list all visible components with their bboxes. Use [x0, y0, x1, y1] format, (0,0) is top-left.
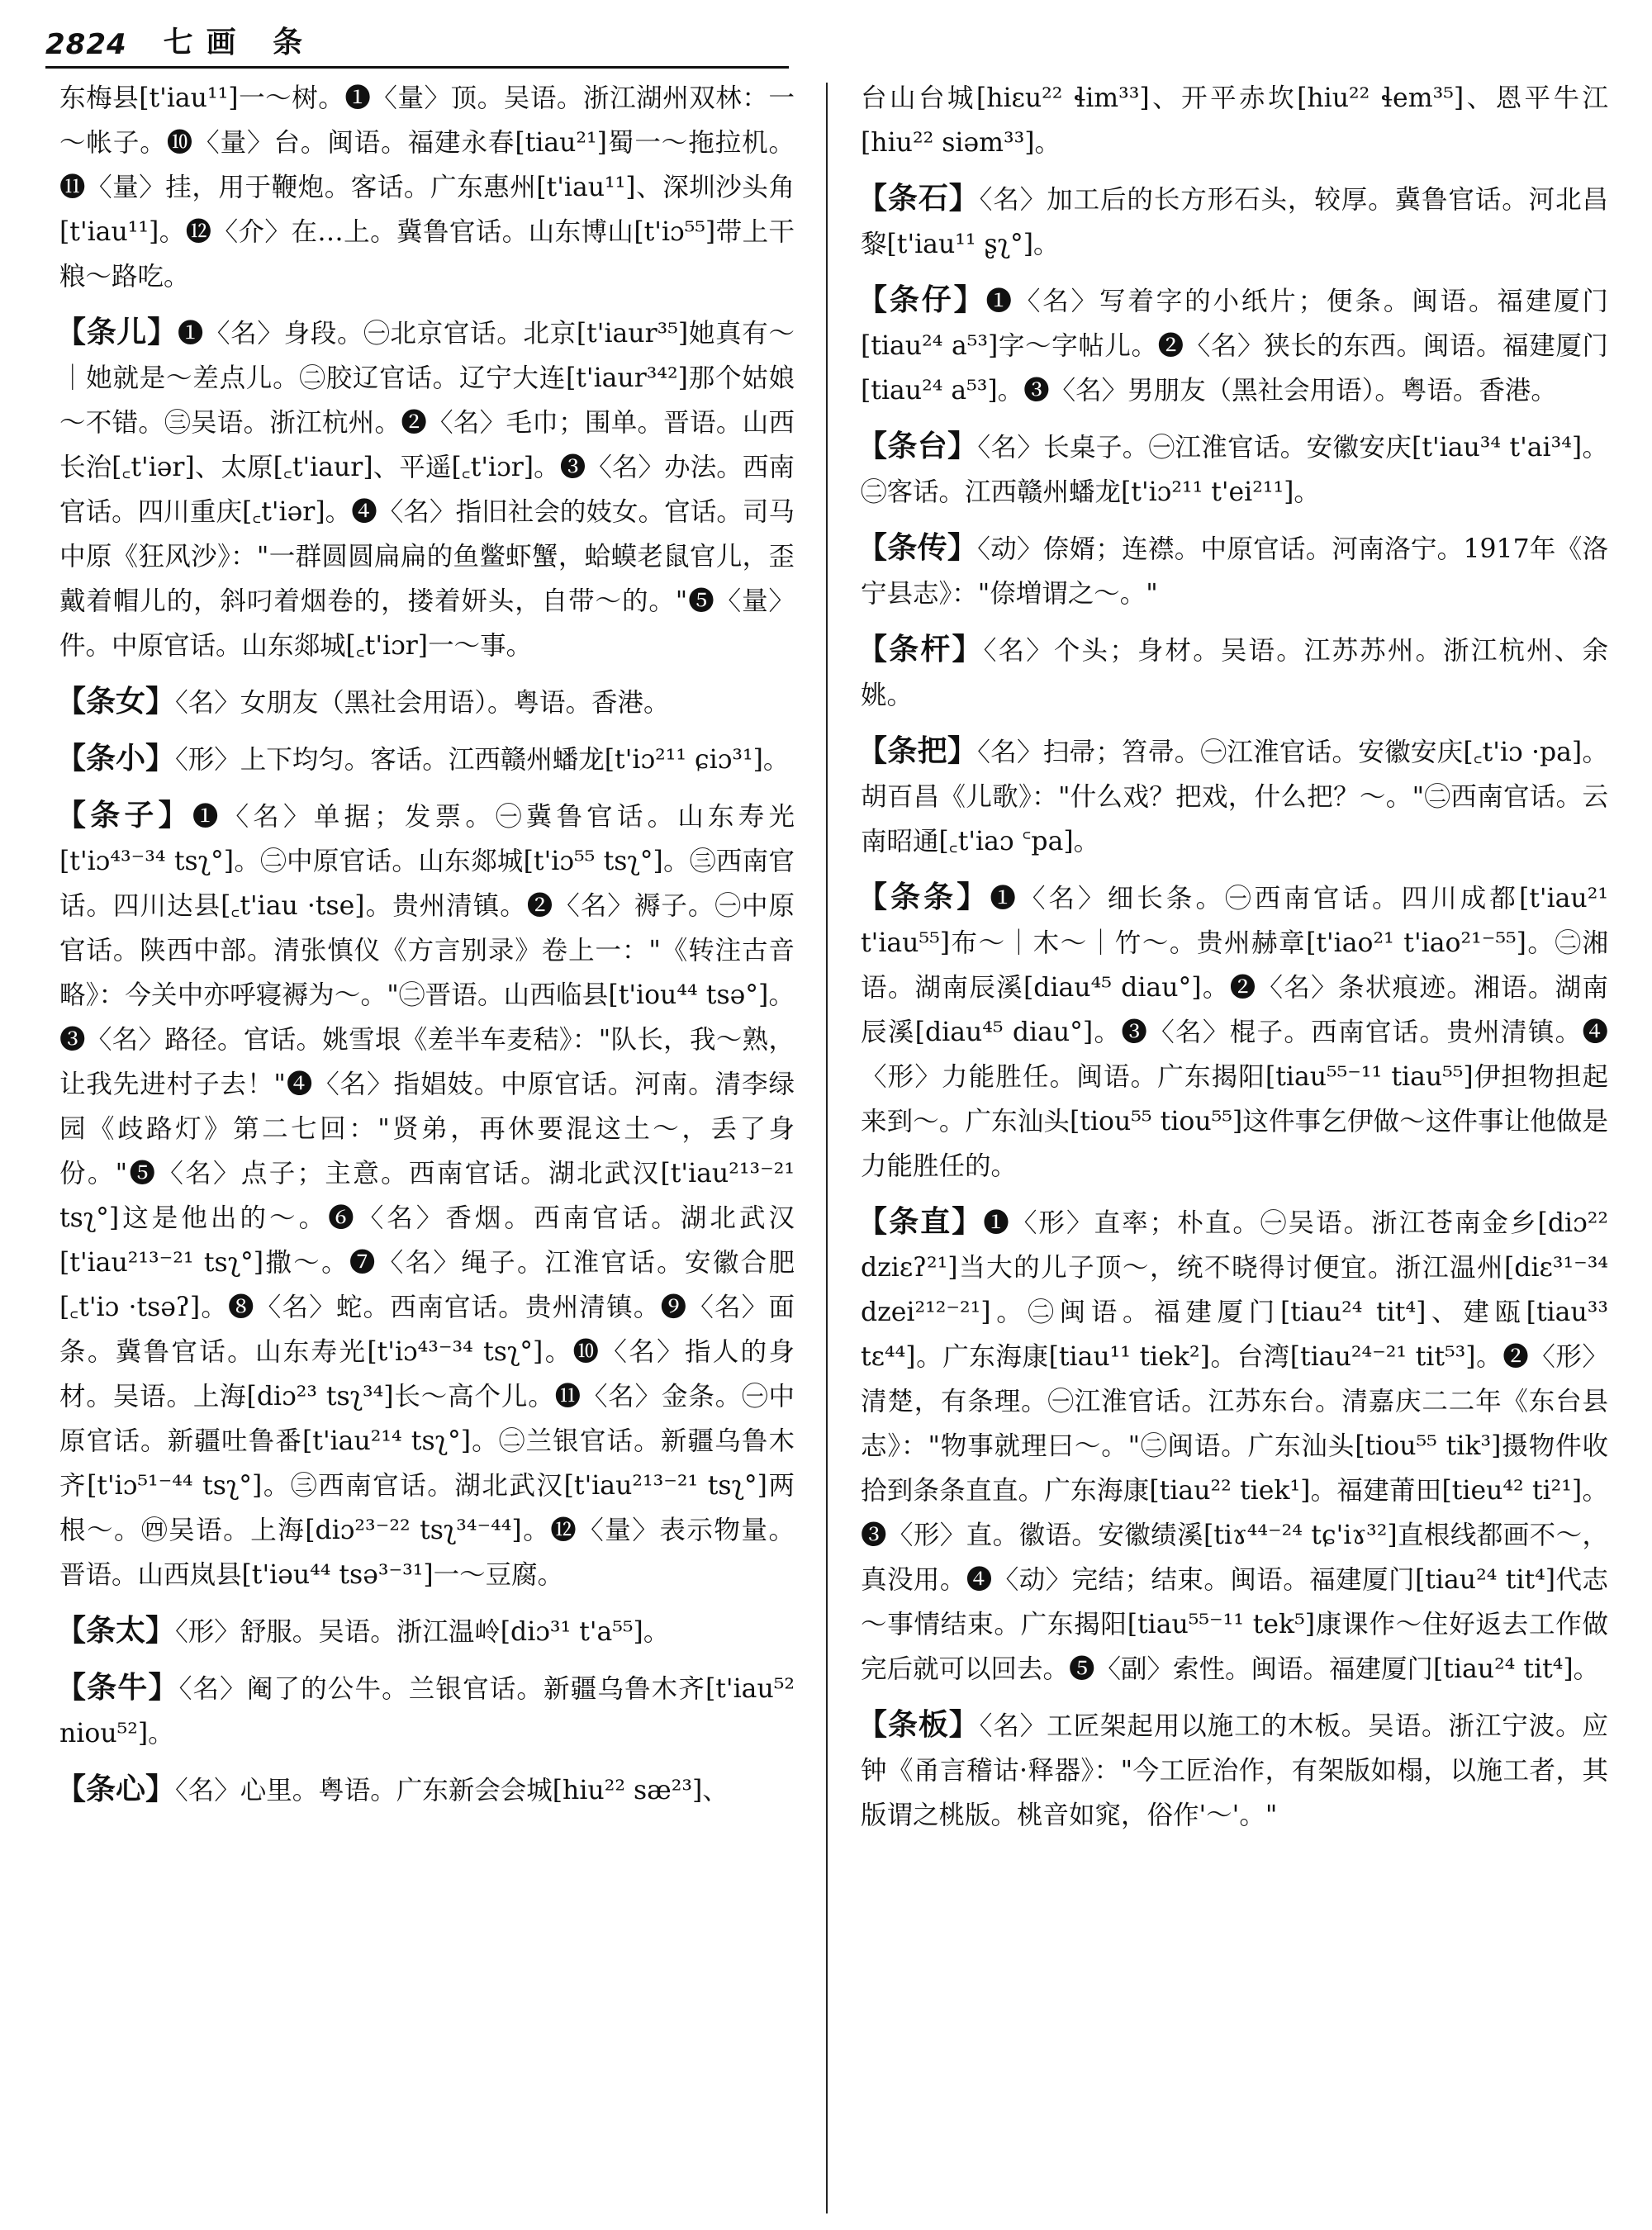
entry-definition: 〈形〉上下均匀。客话。江西赣州蟠龙[t'iɔ²¹¹ ɕiɔ³¹]。	[175, 745, 790, 775]
entry-headword: 【条子】	[56, 799, 192, 833]
entry-headword: 【条直】	[857, 1205, 984, 1239]
entry-headword: 【条把】	[857, 734, 978, 768]
entry-definition: 〈名〉女朋友（黑社会用语）。粤语。香港。	[175, 688, 670, 718]
entry-definition: 〈形〉舒服。吴语。浙江温岭[diɔ³¹ t'a⁵⁵]。	[175, 1617, 670, 1647]
dictionary-entry	[857, 1200, 1608, 1691]
entry-definition: ❶〈名〉身段。㊀北京官话。北京[t'iaur³⁵]她真有～｜她就是～差点儿。㊁胶辽官话。辽宁大连[t'iaur³⁴²]那个姑娘～不错。㊂吴语。浙江杭州。❷〈名〉毛巾；围单。晋语。山西长治[꜀t'iər]、太原[꜀t'iaur]、平遥[꜀t'iɔr]。❸〈名〉办法。西南官话。四川重庆[꜀t'iər]。❹〈名〉指旧社会的妓女。官话。司马中原《狂风沙》："一群圆圆扁扁的鱼鳖虾蟹，蛤蟆老鼠官儿，歪戴着帽儿的，斜叼着烟卷的，搂着妍头，自带～的。"❺〈量〉件。中原官话。山东郯城[꜀t'iɔr]一～事。	[59, 319, 795, 661]
dictionary-entry	[857, 278, 1608, 413]
left-column	[56, 76, 795, 1824]
dictionary-entry	[56, 1767, 795, 1813]
entry-definition: 〈名〉加工后的长方形石头，较厚。冀鲁官话。河北昌黎[t'iau¹¹ ʂʅ°]。	[861, 185, 1608, 259]
continued-entry-text: 台山台城[hiɛu²² ɬim³³]、开平赤坎[hiu²² ɬem³⁵]、恩平牛江[hiu²² siəm³³]。	[861, 83, 1608, 158]
dictionary-entry	[56, 1609, 795, 1654]
dictionary-entry	[857, 425, 1608, 515]
entry-definition: ❶〈名〉写着字的小纸片；便条。闽语。福建厦门[tiau²⁴ a⁵³]字～字帖儿。❷〈名〉狭长的东西。闽语。福建厦门[tiau²⁴ a⁵³]。❸〈名〉男朋友（黑社会用语）。粤语。香港。	[861, 287, 1608, 406]
page-header	[45, 15, 789, 69]
page-number: 2824	[45, 28, 127, 61]
continued-entry-text: 东梅县[t'iau¹¹]一～树。❶〈量〉顶。吴语。浙江湖州双林：一～帐子。❿〈量〉台。闽语。福建永春[tiau²¹]蜀一～拖拉机。⓫〈量〉挂，用于鞭炮。客话。广东惠州[t'iau¹¹]、深圳沙头角[t'iau¹¹]。⓬〈介〉在…上。冀鲁官话。山东博山[t'iɔ⁵⁵]带上干粮～路吃。	[59, 83, 795, 292]
entry-headword: 【条女】	[56, 685, 176, 719]
entry-headword: 【条仔】	[857, 283, 986, 317]
entry-headword: 【条心】	[56, 1772, 176, 1806]
entry-headword: 【条条】	[857, 880, 990, 914]
entry-definition: ❶〈名〉单据；发票。㊀冀鲁官话。山东寿光[t'iɔ⁴³⁻³⁴ tsʅ°]。㊁中原官话。山东郯城[t'iɔ⁵⁵ tsʅ°]。㊂西南官话。四川达县[꜀t'iau ·tse]。贵州清镇。❷〈名〉褥子。㊀中原官话。陕西中部。清张慎仪《方言别录》卷上一："《转注古音略》：今关中亦呼寝褥为～。"㊁晋语。山西临县[t'iou⁴⁴ tsə°]。❸〈名〉路径。官话。姚雪垠《差半车麦秸》："队长，我～熟，让我先进村子去！"❹〈名〉指娼妓。中原官话。河南。清李绿园《歧路灯》第二七回："贤弟，再休要混这土～，丢了身份。"❺〈名〉点子；主意。西南官话。湖北武汉[t'iau²¹³⁻²¹ tsʅ°]这是他出的～。❻〈名〉香烟。西南官话。湖北武汉[t'iau²¹³⁻²¹ tsʅ°]撒～。❼〈名〉绳子。江淮官话。安徽合肥[꜀t'iɔ ·tsəʔ]。❽〈名〉蛇。西南官话。贵州清镇。❾〈名〉面条。冀鲁官话。山东寿光[t'iɔ⁴³⁻³⁴ tsʅ°]。❿〈名〉指人的身材。吴语。上海[diɔ²³ tsʅ³⁴]长～高个儿。⓫〈名〉金条。㊀中原官话。新疆吐鲁番[t'iau²¹⁴ tsʅ°]。㊁兰银官话。新疆乌鲁木齐[t'iɔ⁵¹⁻⁴⁴ tsʅ°]。㊂西南官话。湖北武汉[t'iau²¹³⁻²¹ tsʅ°]两根～。㊃吴语。上海[diɔ²³⁻²² tsʅ³⁴⁻⁴⁴]。⓬〈量〉表示物量。晋语。山西岚县[t'iəu⁴⁴ tsə³⁻³¹]一～豆腐。	[59, 802, 795, 1590]
entry-headword: 【条杆】	[857, 633, 984, 667]
entry-headword: 【条石】	[857, 182, 980, 216]
entry-headword: 【条台】	[857, 429, 978, 463]
entry-headword: 【条太】	[56, 1614, 176, 1648]
dictionary-entry	[857, 177, 1608, 267]
entry-definition: ❶〈形〉直率；朴直。㊀吴语。浙江苍南金乡[diɔ²² dziɛʔ²¹]当大的儿子顶～，统不晓得讨便宜。浙江温州[diɛ³¹⁻³⁴ dzei²¹²⁻²¹]。㊁闽语。福建厦门[tiau²⁴ tit⁴]、建瓯[tiau³³ tɛ⁴⁴]。广东海康[tiau¹¹ tiek²]。台湾[tiau²⁴⁻²¹ tit⁵³]。❷〈形〉清楚，有条理。㊀江淮官话。江苏东台。清嘉庆二二年《东台县志》："物事就理曰～。"㊁闽语。广东汕头[tiou⁵⁵ tik³]摄物件收拾到条条直直。广东海康[tiau²² tiek¹]。福建莆田[tieu⁴² ti²¹]。❸〈形〉直。徽语。安徽绩溪[tiɤ⁴⁴⁻²⁴ tɕ'iɤ³²]直根线都画不～，真没用。❹〈动〉完结；结束。闽语。福建厦门[tiau²⁴ tit⁴]代志～事情结束。广东揭阳[tiau⁵⁵⁻¹¹ tek⁵]康课作～住好返去工作做完后就可以回去。❺〈副〉索性。闽语。福建厦门[tiau²⁴ tit⁴]。	[861, 1208, 1608, 1684]
dictionary-entry	[857, 1703, 1608, 1838]
entry-headword: 【条传】	[857, 531, 978, 565]
dictionary-entry	[857, 628, 1608, 718]
dictionary-entry	[56, 737, 795, 782]
entry-headword: 【条儿】	[56, 316, 178, 349]
dictionary-entry	[857, 729, 1608, 864]
entry-definition: 〈名〉心里。粤语。广东新会会城[hiu²² sæ²³]、	[175, 1776, 729, 1805]
section-title: 七画 条	[163, 26, 316, 59]
entry-definition: 〈名〉工匠架起用以施工的木板。吴语。浙江宁波。应钟《甬言稽诂·释器》："今工匠治作，有架版如榻，以施工者，其版谓之桃版。桃音如窕，俗作'～'。"	[861, 1711, 1608, 1830]
entry-definition: 〈动〉倷婿；连襟。中原官话。河南洛宁。1917年《洛宁县志》："倷増谓之～。"	[861, 534, 1608, 609]
dictionary-entry	[56, 1666, 795, 1756]
entry-headword: 【条小】	[56, 742, 176, 776]
entry-definition: 〈名〉阉了的公牛。兰银官话。新疆乌鲁木齐[t'iau⁵² niou⁵²]。	[59, 1674, 795, 1748]
entry-definition: 〈名〉个头；身材。吴语。江苏苏州。浙江杭州、余姚。	[861, 636, 1608, 710]
column-divider	[826, 83, 828, 2213]
dictionary-entry	[56, 794, 795, 1597]
entry-headword: 【条板】	[857, 1708, 980, 1742]
entry-definition: 〈名〉长桌子。㊀江淮官话。安徽安庆[t'iau³⁴ t'ai³⁴]。㊁客话。江西赣州蟠龙[t'iɔ²¹¹ t'ei²¹¹]。	[861, 433, 1608, 507]
dictionary-entry	[56, 680, 795, 725]
dictionary-entry	[56, 311, 795, 668]
right-column	[857, 76, 1608, 1849]
dictionary-entry	[857, 875, 1608, 1189]
entry-definition: ❶〈名〉细长条。㊀西南官话。四川成都[t'iau²¹ t'iau⁵⁵]布～｜木～｜竹～。贵州赫章[t'iao²¹ t'iao²¹⁻⁵⁵]。㊁湘语。湖南辰溪[diau⁴⁵ diau°]。❷〈名〉条状痕迹。湘语。湖南辰溪[diau⁴⁵ diau°]。❸〈名〉棍子。西南官话。贵州清镇。❹〈形〉力能胜任。闽语。广东揭阳[tiau⁵⁵⁻¹¹ tiau⁵⁵]伊担物担起来到～。广东汕头[tiou⁵⁵ tiou⁵⁵]这件事乞伊做～这件事让他做是力能胜任的。	[861, 884, 1608, 1181]
entry-definition: 〈名〉扫帚；笤帚。㊀江淮官话。安徽安庆[꜀t'iɔ ·pa]。胡百昌《儿歌》："什么戏？把戏，什么把？～。"㊁西南官话。云南昭通[꜀t'iaɔ ꜂pa]。	[861, 738, 1608, 856]
entry-headword: 【条牛】	[56, 1671, 179, 1705]
dictionary-entry	[857, 526, 1608, 616]
